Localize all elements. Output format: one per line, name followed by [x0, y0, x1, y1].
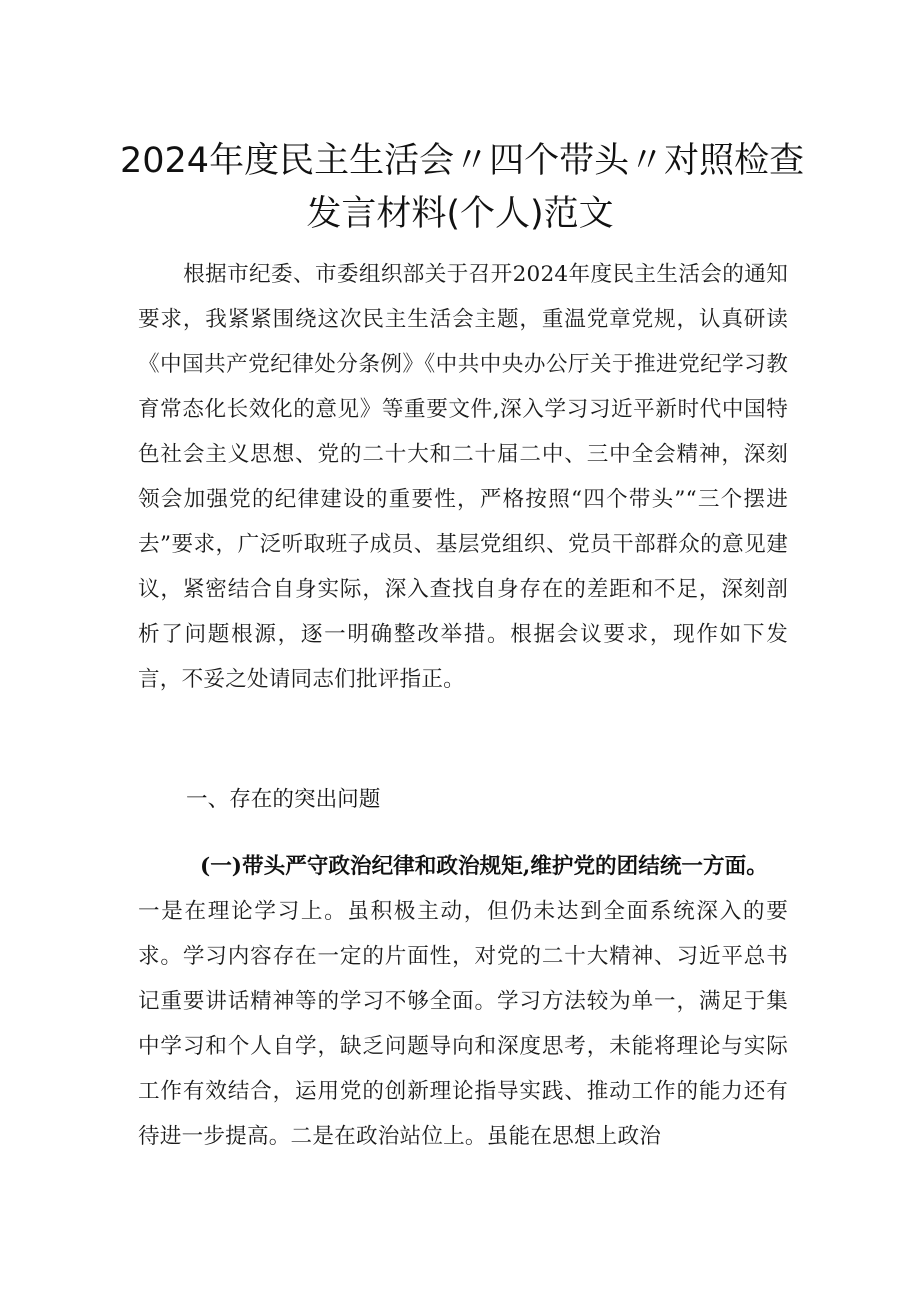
- subsection-paragraph-text: 一是在理论学习上。虽积极主动，但仍未达到全面系统深入的要求。学习内容存在一定的片面性，对党的二十大精神、习近平总书记重要讲话精神等的学习不够全面。学习方法较为单一，满足于集中学习和个人自学，缺乏问题导向和深度思考，未能将理论与实际工作有效结合，运用党的创新理论指导实践、推动工作的能力还有待进一步提高。二是在政治站位上。虽能在思想上政治: [138, 899, 788, 1149]
- document-title-line-1: 2024年度民主生活会〃四个带头〃对照检查: [120, 141, 805, 181]
- subsection-heading-political-discipline: (一)带头严守政治纪律和政治规矩,维护党的团结统一方面。: [200, 854, 768, 879]
- subsection-paragraph: [138, 889, 788, 1159]
- intro-paragraph-text: 根据市纪委、市委组织部关于召开2024年度民主生活会的通知要求，我紧紧围绕这次民主生活会主题，重温党章党规，认真研读《中国共产党纪律处分条例》《中共中央办公厅关于推进党纪学习教育常态化长效化的意见》等重要文件,深入学习习近平新时代中国特色社会主义思想、党的二十大和二十届二中、三中全会精神，深刻领会加强党的纪律建设的重要性，严格按照“四个带头”“三个摆进去”要求，广泛听取班子成员、基层党组织、党员干部群众的意见建议，紧密结合自身实际，深入查找自身存在的差距和不足，深刻剖析了问题根源，逐一明确整改举措。根据会议要求，现作如下发言，不妥之处请同志们批评指正。: [138, 262, 788, 692]
- intro-paragraph: [138, 252, 788, 702]
- document-title-line-2: 发言材料(个人)范文: [306, 194, 614, 234]
- section-heading-problems: 一、存在的突出问题: [186, 787, 381, 812]
